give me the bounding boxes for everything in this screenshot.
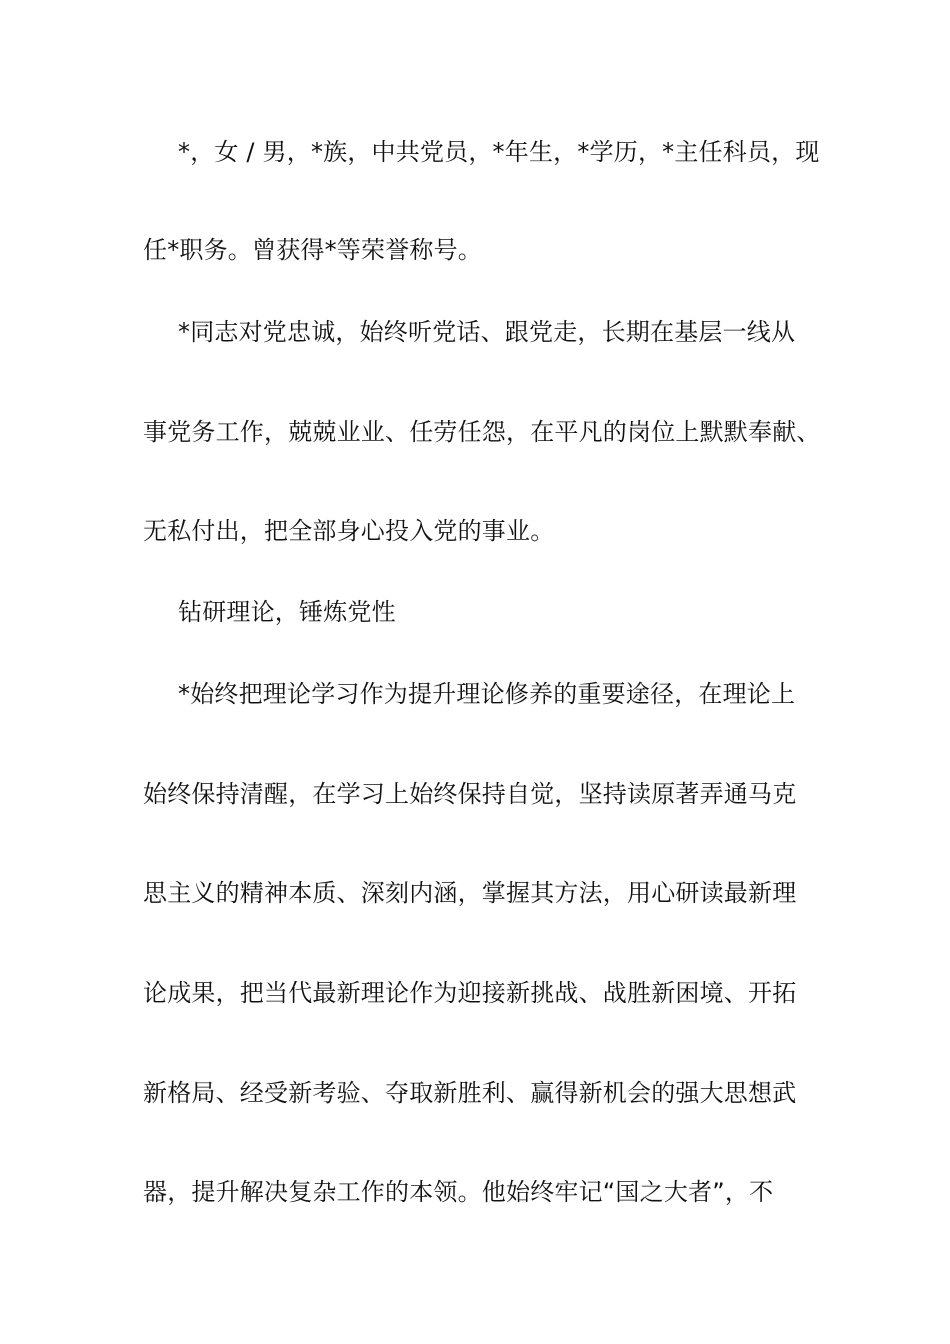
paragraph-2-line-1: *同志对党忠诚，始终听党话、跟党走，长期在基层一线从 xyxy=(178,318,796,346)
paragraph-1-line-1: *，女 / 男，*族，中共党员，*年生，*学历，*主任科员，现 xyxy=(178,138,820,166)
paragraph-3-line-6: 器，提升解决复杂工作的本领。他始终牢记“国之大者”，不 xyxy=(143,1178,774,1206)
paragraph-3-line-1: *始终把理论学习作为提升理论修养的重要途径，在理论上 xyxy=(178,680,796,708)
paragraph-2-line-3: 无私付出，把全部身心投入党的事业。 xyxy=(143,517,555,545)
paragraph-1-line-2: 任*职务。曾获得*等荣誉称号。 xyxy=(143,236,482,264)
paragraph-3-line-5: 新格局、经受新考验、夺取新胜利、赢得新机会的强大思想武 xyxy=(143,1079,797,1107)
section-heading: 钻研理论，锤炼党性 xyxy=(178,598,396,626)
paragraph-2-line-2: 事党务工作，兢兢业业、任劳任怨，在平凡的岗位上默默奉献、 xyxy=(143,418,821,446)
paragraph-3-line-2: 始终保持清醒，在学习上始终保持自觉，坚持读原著弄通马克 xyxy=(143,780,797,808)
paragraph-3-line-3: 思主义的精神本质、深刻内涵，掌握其方法，用心研读最新理 xyxy=(143,879,797,907)
paragraph-3-line-4: 论成果，把当代最新理论作为迎接新挑战、战胜新困境、开拓 xyxy=(143,979,797,1007)
